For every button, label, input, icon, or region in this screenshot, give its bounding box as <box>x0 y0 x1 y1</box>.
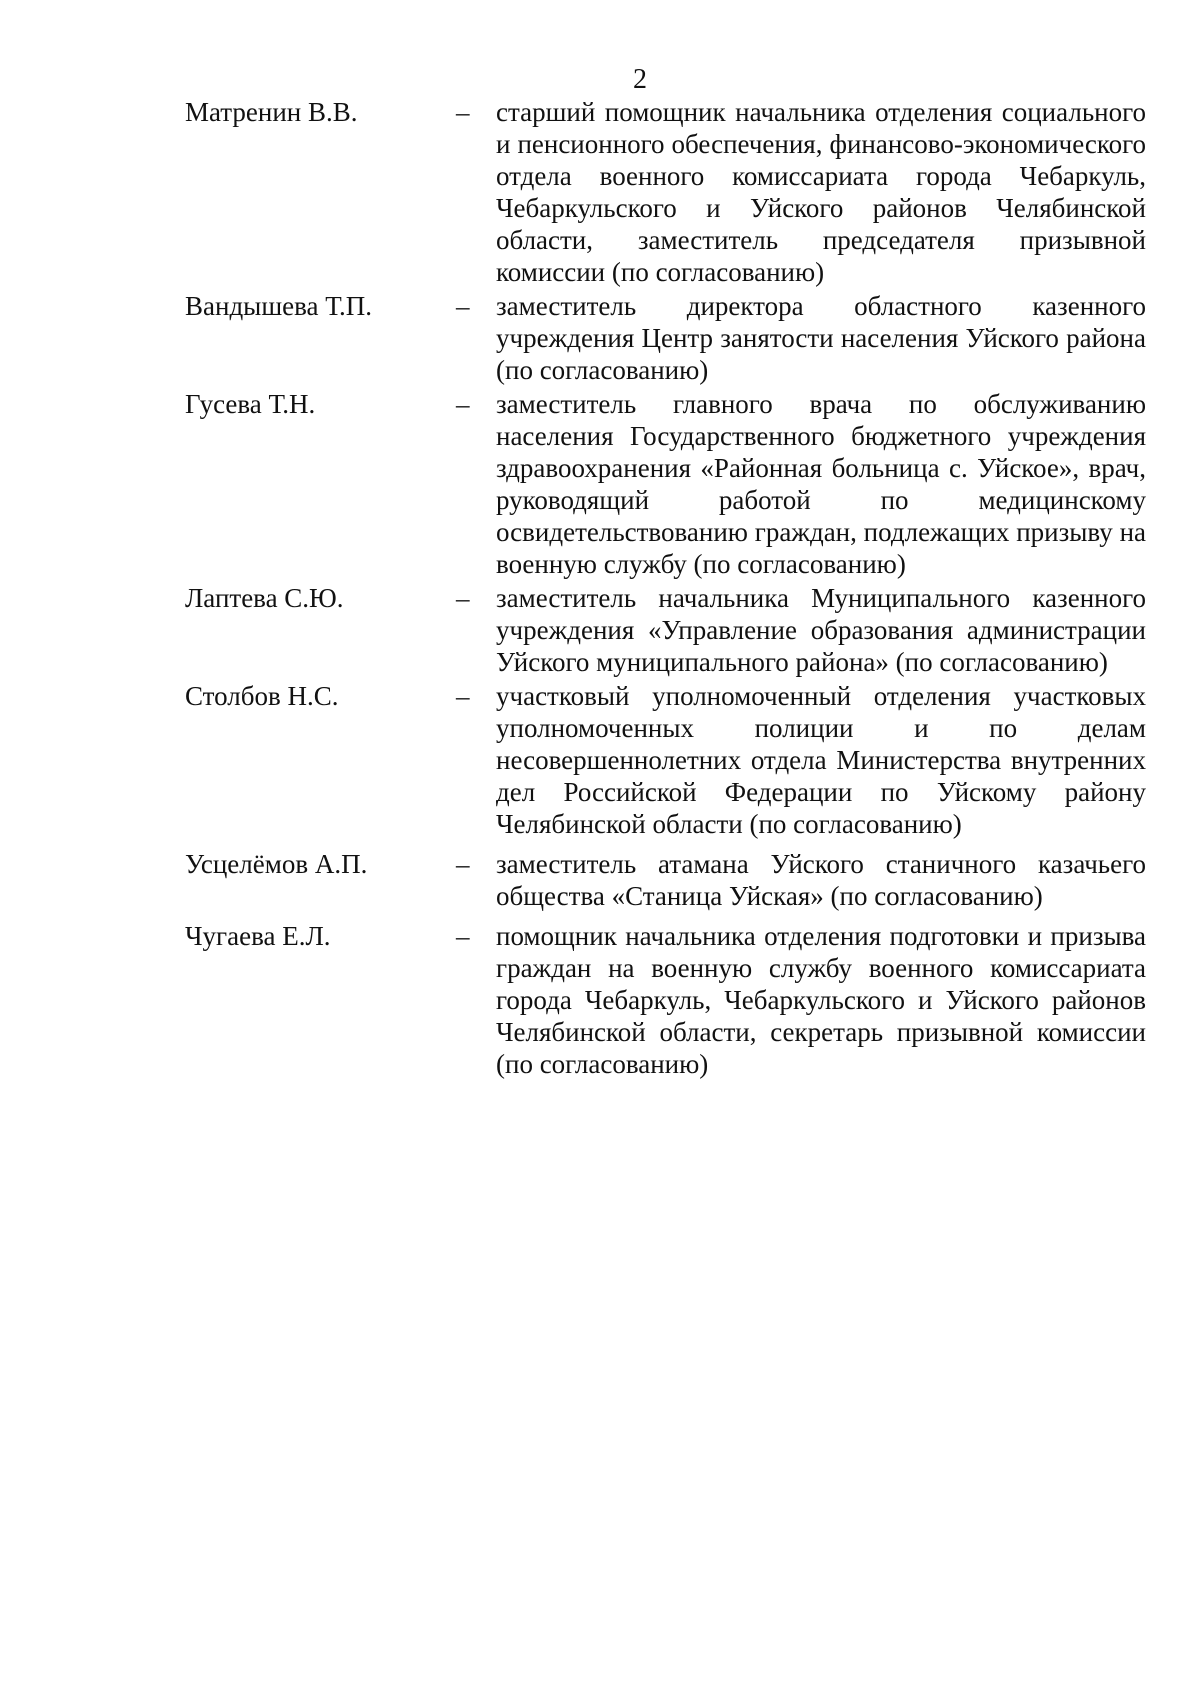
member-name: Лаптева С.Ю. <box>185 583 344 613</box>
member-role: помощник начальника отделения подготовки и призыва граждан на военную службу военного комиссариата города Чебаркуль, Чебаркульского и Уйского районов Челябинской области, секретарь призывной комиссии (по согласованию) <box>496 921 1146 1079</box>
member-row <box>0 582 1200 678</box>
member-role: участковый уполномоченный отделения участковых уполномоченных полиции и по делам несовершеннолетних отдела Министерства внутренних дел Российской Федерации по Уйскому району Челябинской области (по согласованию) <box>496 681 1146 839</box>
member-name: Столбов Н.С. <box>185 681 339 711</box>
member-row <box>0 388 1200 580</box>
member-name: Усцелёмов А.П. <box>185 849 368 879</box>
member-dash: – <box>456 849 470 879</box>
member-dash: – <box>456 921 470 951</box>
member-role: заместитель атамана Уйского станичного казачьего общества «Станица Уйская» (по согласованию) <box>496 849 1146 911</box>
member-name: Чугаева Е.Л. <box>185 921 331 951</box>
member-role: заместитель начальника Муниципального казенного учреждения «Управление образования администрации Уйского муниципального района» (по согласованию) <box>496 583 1146 677</box>
member-name: Вандышева Т.П. <box>185 291 373 321</box>
commission-member-list <box>0 96 1200 1082</box>
member-dash: – <box>456 583 470 613</box>
member-role: заместитель директора областного казенного учреждения Центр занятости населения Уйского района (по согласованию) <box>496 291 1146 385</box>
member-dash: – <box>456 291 470 321</box>
member-row <box>0 96 1200 288</box>
member-dash: – <box>456 389 470 419</box>
member-row <box>0 680 1200 840</box>
member-row <box>0 920 1200 1080</box>
member-row <box>0 290 1200 386</box>
member-row <box>0 848 1200 912</box>
member-role: старший помощник начальника отделения социального и пенсионного обеспечения, финансово-экономического отдела военного комиссариата города Чебаркуль, Чебаркульского и Уйского районов Челябинской области, заместитель председателя призывной комиссии (по согласованию) <box>496 97 1146 287</box>
member-dash: – <box>456 681 470 711</box>
member-dash: – <box>456 97 470 127</box>
member-name: Матренин В.В. <box>185 97 358 127</box>
page-number: 2 <box>633 64 647 95</box>
member-role: заместитель главного врача по обслуживанию населения Государственного бюджетного учреждения здравоохранения «Районная больница с. Уйское», врач, руководящий работой по медицинскому освидетельствованию граждан, подлежащих призыву на военную службу (по согласованию) <box>496 389 1146 579</box>
member-name: Гусева Т.Н. <box>185 389 316 419</box>
